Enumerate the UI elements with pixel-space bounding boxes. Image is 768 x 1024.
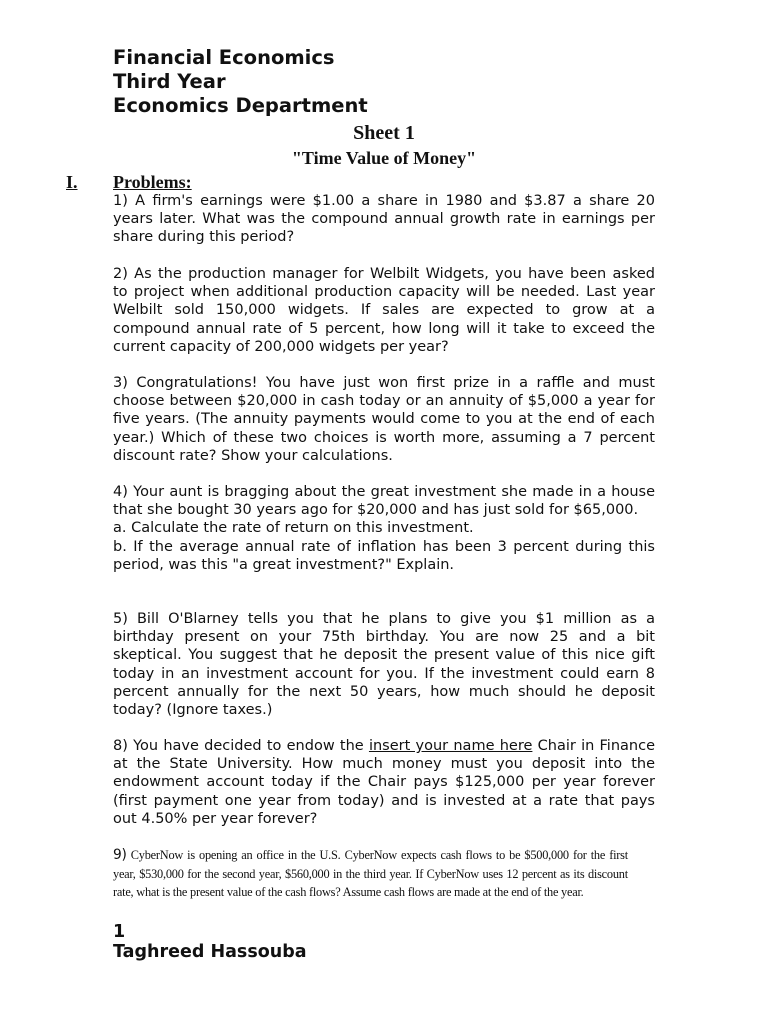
- name-placeholder: insert your name here: [368, 738, 533, 754]
- problem-8: [113, 737, 655, 828]
- sheet-subtitle: "Time Value of Money": [291, 148, 477, 168]
- problem-9-number: 9): [113, 847, 127, 863]
- department-label: Economics Department: [113, 94, 368, 117]
- problem-8-intro: 8) You have decided to endow the: [113, 738, 364, 754]
- problem-5: 5) Bill O'Blarney tells you that he plans to give you $1 million as a birthday present on your 75th birthday. You are now 25 and a bit skeptical. You suggest that he deposit the present value of this nice gift today in an investment account for you. If the investment could earn 8 percent annually for the next 50 years, how much should he deposit today? (Ignore taxes.): [113, 611, 655, 719]
- section-title: Problems:: [113, 172, 192, 192]
- problem-1: 1) A firm's earnings were $1.00 a share in 1980 and $3.87 a share 20 years later. What was the compound annual growth rate in earnings per share during this period?: [113, 193, 655, 246]
- year-label: Third Year: [113, 70, 226, 93]
- problem-2: 2) As the production manager for Welbilt Widgets, you have been asked to project when additional production capacity will be needed. Last year Welbilt sold 150,000 widgets. If sales are expected to grow at a compound annual rate of 5 percent, how long will it take to exceed the current capacity of 200,000 widgets per year?: [113, 266, 655, 355]
- sheet-title: Sheet 1: [353, 122, 415, 144]
- course-title: Financial Economics: [113, 46, 335, 69]
- problem-4-main: 4) Your aunt is bragging about the great investment she made in a house that she bought 30 years ago for $20,000 and has just sold for $65,000.: [113, 484, 655, 519]
- section-number: I.: [66, 172, 78, 192]
- problem-4: [113, 483, 655, 574]
- author-name: Taghreed Hassouba: [113, 942, 307, 962]
- problem-4-part-b: b. If the average annual rate of inflation has been 3 percent during this period, was this "a great investment?" Explain.: [113, 538, 655, 573]
- problem-4-part-a: a. Calculate the rate of return on this investment.: [113, 520, 474, 537]
- problem-8-rest: Chair in Finance at the State University. How much money must you deposit into the endowment account today if the Chair pays $125,000 per year forever (first payment one year from today) and is invested at a rate that pays out 4.50% per year forever?: [113, 738, 655, 827]
- problem-9-text: CyberNow is opening an office in the U.S. CyberNow expects cash flows to be $500,000 for the first year, $530,000 for the second year, $560,000 in the third year. If CyberNow uses 12 percent as its discount rate, what is the present value of the cash flows? Assume cash flows are made at the end of the year.: [113, 847, 628, 899]
- problem-9: [113, 846, 628, 902]
- problem-3: 3) Congratulations! You have just won first prize in a raffle and must choose between $20,000 in cash today or an annuity of $5,000 a year for five years. (The annuity payments would come to you at the end of each year.) Which of these two choices is worth more, assuming a 7 percent discount rate? Show your calculations.: [113, 375, 655, 464]
- page-number: 1: [113, 922, 126, 942]
